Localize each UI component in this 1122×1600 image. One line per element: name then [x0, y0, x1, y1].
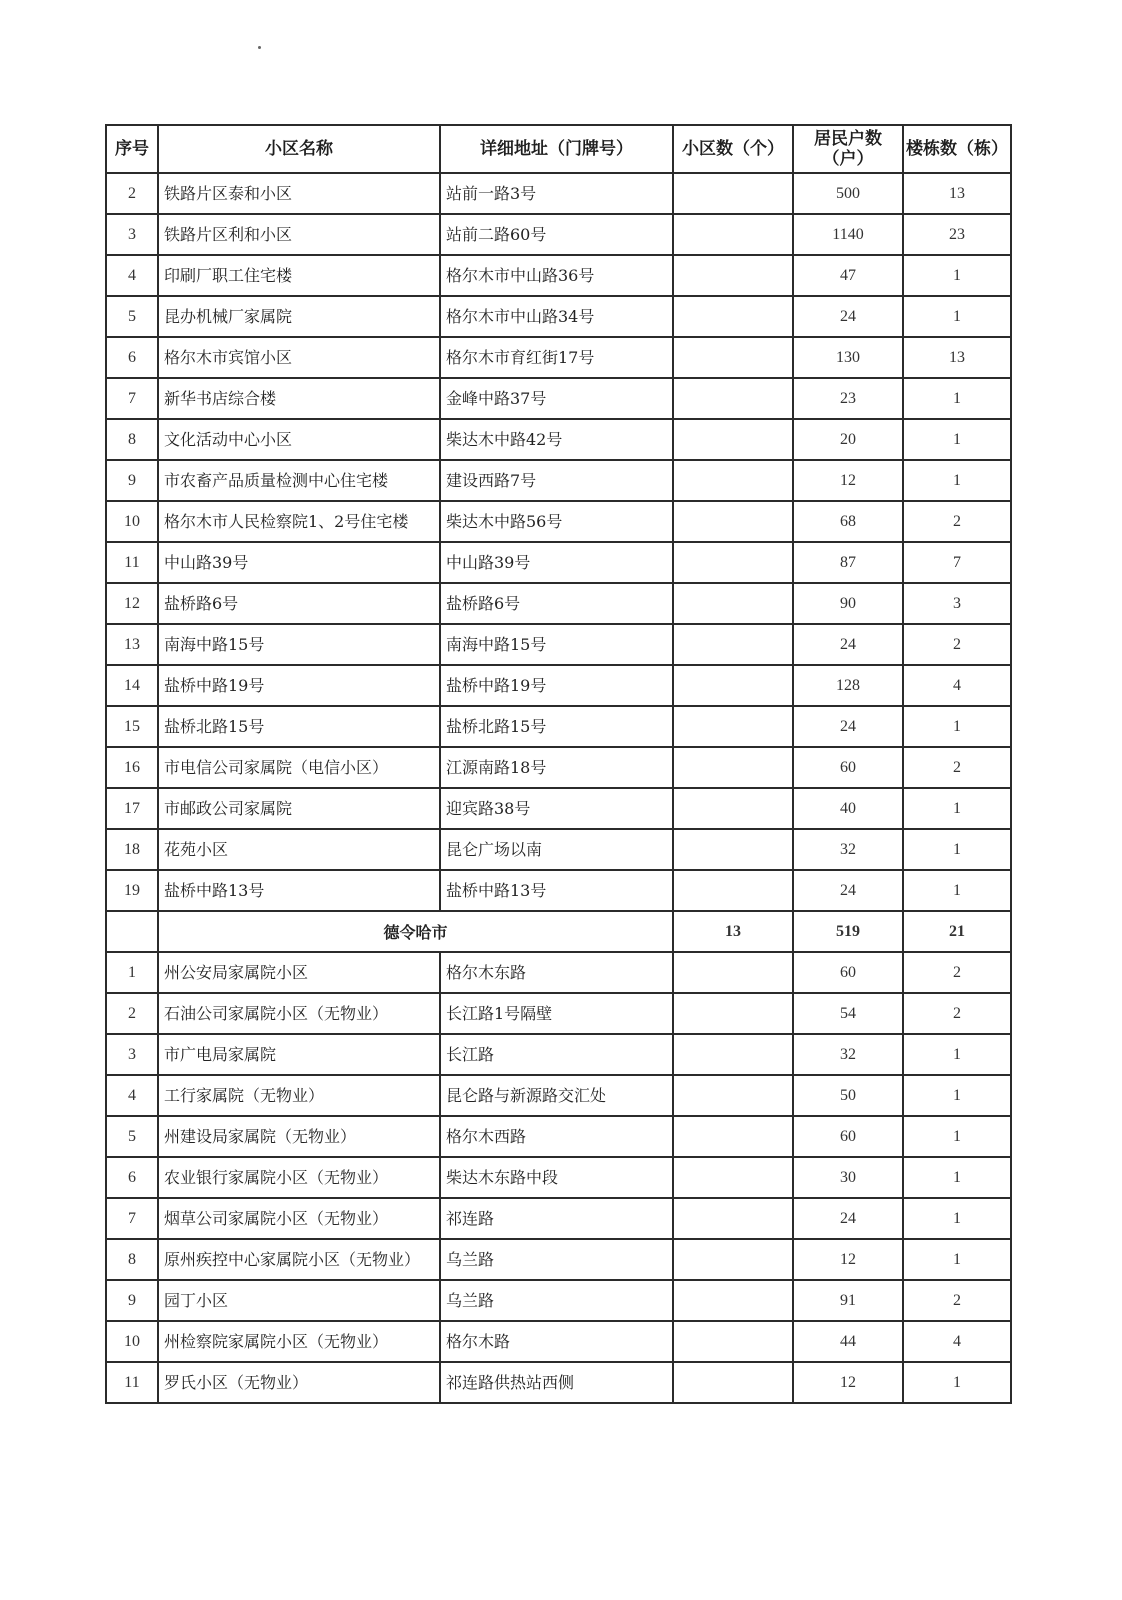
- row-address: 中山路39号: [440, 542, 673, 583]
- row-households: 87: [793, 542, 903, 583]
- section-community-count: 13: [673, 911, 793, 952]
- row-index: 7: [106, 378, 158, 419]
- row-address: 迎宾路38号: [440, 788, 673, 829]
- row-community-name: 盐桥北路15号: [158, 706, 440, 747]
- row-buildings: 1: [903, 255, 1011, 296]
- row-community-count: [673, 706, 793, 747]
- row-address: 昆仑广场以南: [440, 829, 673, 870]
- table-row: [106, 1075, 1011, 1116]
- row-index: 19: [106, 870, 158, 911]
- table-row: [106, 624, 1011, 665]
- section-row: [106, 911, 1011, 952]
- header-buildings: 楼栋数（栋）: [903, 125, 1011, 173]
- row-households: 20: [793, 419, 903, 460]
- row-households: 32: [793, 829, 903, 870]
- table-row: [106, 460, 1011, 501]
- row-households: 12: [793, 460, 903, 501]
- row-community-name: 市广电局家属院: [158, 1034, 440, 1075]
- row-index: 10: [106, 501, 158, 542]
- row-households: 60: [793, 1116, 903, 1157]
- table-row: [106, 337, 1011, 378]
- row-buildings: 1: [903, 788, 1011, 829]
- row-community-count: [673, 624, 793, 665]
- row-index: 9: [106, 1280, 158, 1321]
- row-community-name: 工行家属院（无物业）: [158, 1075, 440, 1116]
- row-index: 7: [106, 1198, 158, 1239]
- row-index: 5: [106, 1116, 158, 1157]
- row-community-count: [673, 1116, 793, 1157]
- row-buildings: 2: [903, 501, 1011, 542]
- row-address: 格尔木西路: [440, 1116, 673, 1157]
- row-buildings: 23: [903, 214, 1011, 255]
- row-buildings: 2: [903, 1280, 1011, 1321]
- row-community-count: [673, 1034, 793, 1075]
- row-community-count: [673, 788, 793, 829]
- row-households: 23: [793, 378, 903, 419]
- header-community-count: 小区数（个）: [673, 125, 793, 173]
- row-households: 32: [793, 1034, 903, 1075]
- table-row: [106, 1157, 1011, 1198]
- row-community-name: 盐桥中路13号: [158, 870, 440, 911]
- section-body: [106, 911, 1011, 952]
- row-community-count: [673, 460, 793, 501]
- row-buildings: 1: [903, 1362, 1011, 1403]
- row-address: 盐桥中路13号: [440, 870, 673, 911]
- table-row: [106, 296, 1011, 337]
- row-community-name: 中山路39号: [158, 542, 440, 583]
- row-households: 60: [793, 952, 903, 993]
- row-community-count: [673, 337, 793, 378]
- section-title: 德令哈市: [158, 911, 673, 952]
- table-row: [106, 214, 1011, 255]
- row-community-count: [673, 255, 793, 296]
- table-row: [106, 1362, 1011, 1403]
- row-buildings: 1: [903, 829, 1011, 870]
- row-households: 24: [793, 624, 903, 665]
- row-address: 盐桥中路19号: [440, 665, 673, 706]
- row-community-name: 文化活动中心小区: [158, 419, 440, 460]
- row-buildings: 1: [903, 1075, 1011, 1116]
- table-row: [106, 1116, 1011, 1157]
- row-community-name: 铁路片区泰和小区: [158, 173, 440, 214]
- row-community-count: [673, 378, 793, 419]
- row-households: 128: [793, 665, 903, 706]
- header-name: 小区名称: [158, 125, 440, 173]
- row-index: 16: [106, 747, 158, 788]
- row-buildings: 13: [903, 173, 1011, 214]
- row-index: 13: [106, 624, 158, 665]
- row-buildings: 13: [903, 337, 1011, 378]
- row-address: 长江路: [440, 1034, 673, 1075]
- table-row: [106, 542, 1011, 583]
- row-community-name: 市农畜产品质量检测中心住宅楼: [158, 460, 440, 501]
- table-row: [106, 829, 1011, 870]
- row-index: 6: [106, 337, 158, 378]
- table-row: [106, 173, 1011, 214]
- row-households: 50: [793, 1075, 903, 1116]
- row-community-name: 州公安局家属院小区: [158, 952, 440, 993]
- row-address: 南海中路15号: [440, 624, 673, 665]
- row-community-name: 州建设局家属院（无物业）: [158, 1116, 440, 1157]
- table-row: [106, 419, 1011, 460]
- row-index: 10: [106, 1321, 158, 1362]
- row-households: 24: [793, 706, 903, 747]
- row-index: 18: [106, 829, 158, 870]
- header-households: 居民户数（户）: [793, 125, 903, 173]
- row-community-count: [673, 173, 793, 214]
- row-index: 17: [106, 788, 158, 829]
- row-index: 2: [106, 993, 158, 1034]
- section-index: [106, 911, 158, 952]
- row-buildings: 1: [903, 1198, 1011, 1239]
- row-buildings: 2: [903, 747, 1011, 788]
- row-buildings: 1: [903, 296, 1011, 337]
- row-buildings: 2: [903, 993, 1011, 1034]
- row-buildings: 4: [903, 665, 1011, 706]
- row-community-count: [673, 542, 793, 583]
- row-address: 乌兰路: [440, 1280, 673, 1321]
- section-households: 519: [793, 911, 903, 952]
- table-row: [106, 788, 1011, 829]
- section-buildings: 21: [903, 911, 1011, 952]
- row-community-name: 花苑小区: [158, 829, 440, 870]
- row-index: 15: [106, 706, 158, 747]
- table-row: [106, 952, 1011, 993]
- row-community-count: [673, 1239, 793, 1280]
- row-community-count: [673, 829, 793, 870]
- row-index: 2: [106, 173, 158, 214]
- residential-community-table: [105, 124, 1012, 1404]
- row-community-name: 格尔木市宾馆小区: [158, 337, 440, 378]
- row-index: 5: [106, 296, 158, 337]
- row-community-name: 原州疾控中心家属院小区（无物业）: [158, 1239, 440, 1280]
- row-households: 12: [793, 1239, 903, 1280]
- row-households: 60: [793, 747, 903, 788]
- row-address: 格尔木市中山路36号: [440, 255, 673, 296]
- row-index: 3: [106, 214, 158, 255]
- row-buildings: 2: [903, 952, 1011, 993]
- table-header-row: [106, 125, 1011, 173]
- row-address: 祁连路供热站西侧: [440, 1362, 673, 1403]
- row-buildings: 1: [903, 378, 1011, 419]
- row-community-name: 罗氏小区（无物业）: [158, 1362, 440, 1403]
- table-row: [106, 1321, 1011, 1362]
- row-community-name: 昆办机械厂家属院: [158, 296, 440, 337]
- row-address: 柴达木中路42号: [440, 419, 673, 460]
- row-community-name: 铁路片区利和小区: [158, 214, 440, 255]
- row-buildings: 3: [903, 583, 1011, 624]
- row-index: 14: [106, 665, 158, 706]
- row-buildings: 1: [903, 419, 1011, 460]
- row-address: 站前二路60号: [440, 214, 673, 255]
- table-body-part1: [106, 173, 1011, 911]
- row-index: 3: [106, 1034, 158, 1075]
- row-address: 长江路1号隔壁: [440, 993, 673, 1034]
- row-households: 12: [793, 1362, 903, 1403]
- table-row: [106, 501, 1011, 542]
- header-address: 详细地址（门牌号）: [440, 125, 673, 173]
- row-community-name: 市电信公司家属院（电信小区）: [158, 747, 440, 788]
- row-community-count: [673, 1321, 793, 1362]
- row-community-count: [673, 214, 793, 255]
- row-address: 盐桥北路15号: [440, 706, 673, 747]
- table-row: [106, 1034, 1011, 1075]
- row-buildings: 4: [903, 1321, 1011, 1362]
- row-buildings: 1: [903, 1116, 1011, 1157]
- row-households: 130: [793, 337, 903, 378]
- table-row: [106, 747, 1011, 788]
- row-households: 47: [793, 255, 903, 296]
- row-buildings: 7: [903, 542, 1011, 583]
- row-community-count: [673, 501, 793, 542]
- table-row: [106, 1239, 1011, 1280]
- row-address: 金峰中路37号: [440, 378, 673, 419]
- row-households: 68: [793, 501, 903, 542]
- row-buildings: 1: [903, 1239, 1011, 1280]
- row-households: 24: [793, 1198, 903, 1239]
- row-community-count: [673, 747, 793, 788]
- row-address: 柴达木东路中段: [440, 1157, 673, 1198]
- scan-speck: [258, 46, 261, 49]
- row-community-count: [673, 952, 793, 993]
- row-index: 9: [106, 460, 158, 501]
- row-households: 24: [793, 870, 903, 911]
- row-buildings: 1: [903, 460, 1011, 501]
- row-community-name: 园丁小区: [158, 1280, 440, 1321]
- row-households: 91: [793, 1280, 903, 1321]
- row-community-name: 农业银行家属院小区（无物业）: [158, 1157, 440, 1198]
- row-address: 建设西路7号: [440, 460, 673, 501]
- row-community-name: 州检察院家属院小区（无物业）: [158, 1321, 440, 1362]
- row-buildings: 1: [903, 1034, 1011, 1075]
- row-community-count: [673, 1280, 793, 1321]
- row-index: 4: [106, 255, 158, 296]
- row-community-name: 南海中路15号: [158, 624, 440, 665]
- row-community-count: [673, 1362, 793, 1403]
- row-community-name: 市邮政公司家属院: [158, 788, 440, 829]
- row-community-count: [673, 583, 793, 624]
- row-community-name: 新华书店综合楼: [158, 378, 440, 419]
- row-community-name: 盐桥中路19号: [158, 665, 440, 706]
- table-body-part2: [106, 952, 1011, 1403]
- row-index: 1: [106, 952, 158, 993]
- row-buildings: 1: [903, 870, 1011, 911]
- row-community-count: [673, 1075, 793, 1116]
- table-row: [106, 1280, 1011, 1321]
- row-index: 12: [106, 583, 158, 624]
- row-community-name: 印刷厂职工住宅楼: [158, 255, 440, 296]
- row-address: 柴达木中路56号: [440, 501, 673, 542]
- row-buildings: 2: [903, 624, 1011, 665]
- row-community-count: [673, 665, 793, 706]
- row-address: 格尔木市育红街17号: [440, 337, 673, 378]
- row-community-name: 石油公司家属院小区（无物业）: [158, 993, 440, 1034]
- row-index: 8: [106, 1239, 158, 1280]
- row-address: 站前一路3号: [440, 173, 673, 214]
- table-row: [106, 255, 1011, 296]
- row-address: 祁连路: [440, 1198, 673, 1239]
- table-row: [106, 378, 1011, 419]
- row-community-count: [673, 419, 793, 460]
- table-row: [106, 706, 1011, 747]
- row-community-name: 烟草公司家属院小区（无物业）: [158, 1198, 440, 1239]
- row-households: 90: [793, 583, 903, 624]
- table-row: [106, 1198, 1011, 1239]
- row-households: 30: [793, 1157, 903, 1198]
- row-community-name: 格尔木市人民检察院1、2号住宅楼: [158, 501, 440, 542]
- row-address: 格尔木路: [440, 1321, 673, 1362]
- row-households: 24: [793, 296, 903, 337]
- row-buildings: 1: [903, 1157, 1011, 1198]
- table-row: [106, 665, 1011, 706]
- row-community-count: [673, 1198, 793, 1239]
- row-address: 格尔木市中山路34号: [440, 296, 673, 337]
- row-address: 昆仑路与新源路交汇处: [440, 1075, 673, 1116]
- row-households: 1140: [793, 214, 903, 255]
- row-community-name: 盐桥路6号: [158, 583, 440, 624]
- header-index: 序号: [106, 125, 158, 173]
- row-address: 格尔木东路: [440, 952, 673, 993]
- table-row: [106, 583, 1011, 624]
- row-index: 4: [106, 1075, 158, 1116]
- row-address: 盐桥路6号: [440, 583, 673, 624]
- table-row: [106, 993, 1011, 1034]
- row-households: 44: [793, 1321, 903, 1362]
- row-households: 40: [793, 788, 903, 829]
- row-community-count: [673, 1157, 793, 1198]
- table-row: [106, 870, 1011, 911]
- row-address: 江源南路18号: [440, 747, 673, 788]
- row-index: 11: [106, 542, 158, 583]
- row-address: 乌兰路: [440, 1239, 673, 1280]
- row-households: 500: [793, 173, 903, 214]
- row-index: 11: [106, 1362, 158, 1403]
- row-households: 54: [793, 993, 903, 1034]
- row-index: 6: [106, 1157, 158, 1198]
- row-community-count: [673, 870, 793, 911]
- row-buildings: 1: [903, 706, 1011, 747]
- row-community-count: [673, 993, 793, 1034]
- row-index: 8: [106, 419, 158, 460]
- row-community-count: [673, 296, 793, 337]
